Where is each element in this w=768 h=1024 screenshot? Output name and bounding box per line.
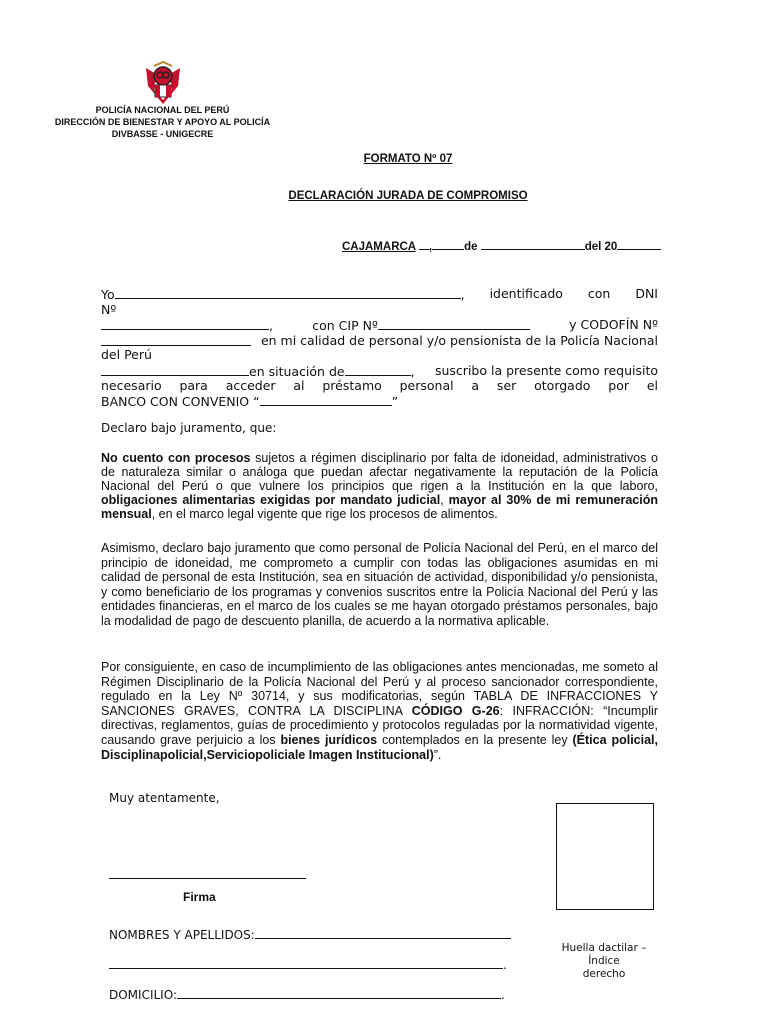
nombres-label: NOMBRES Y APELLIDOS: [109, 928, 255, 942]
situacion-field[interactable] [345, 364, 411, 376]
codofin-field[interactable] [101, 334, 251, 346]
label-con: con [587, 286, 611, 301]
dni-field[interactable] [101, 318, 269, 330]
fingerprint-caption [548, 942, 660, 981]
formato-number: FORMATO Nº 07 [363, 153, 453, 165]
banco-field[interactable] [260, 394, 392, 406]
text-run: , [440, 493, 449, 507]
institution-name: POLICÍA NACIONAL DEL PERÚ [95, 105, 230, 115]
name-field[interactable] [115, 287, 461, 299]
police-crest-icon [140, 60, 186, 106]
month-field[interactable] [481, 238, 585, 250]
label-no: Nº [101, 301, 117, 317]
text-bold: (Ética policial, Disciplinapolicial,Serviciopoliciale Imagen Institucional) [101, 732, 658, 762]
label-banco: BANCO CON CONVENIO “ [101, 393, 260, 409]
label-yo: Yo [101, 287, 115, 302]
domicilio-row [109, 987, 505, 1002]
paragraph-no-procesos [101, 451, 658, 521]
label-del: del 20 [584, 241, 618, 253]
firma-label: Firma [183, 890, 216, 904]
document-title: DECLARACIÓN JURADA DE COMPROMISO [288, 190, 528, 202]
label-suscribo: suscribo la presente como requisito [434, 362, 658, 378]
blank-line[interactable] [419, 238, 429, 250]
label-codofin: y CODOFÍN Nº [569, 317, 658, 332]
text-run: ”. [433, 747, 442, 762]
fingerprint-box[interactable] [556, 803, 654, 910]
text-bold: No cuento con procesos [101, 451, 251, 465]
closing-atentamente: Muy atentamente, [109, 791, 220, 805]
text-bold: mayor al 30% de mi remuneración mensual [101, 493, 658, 521]
label-dni: DNI [635, 286, 658, 301]
institution-division: DIVBASSE - UNIGECRE [111, 129, 214, 139]
fingerprint-caption-line: Índice [588, 955, 620, 967]
institution-direction: DIRECCIÓN DE BIENESTAR Y APOYO AL POLICÍA [54, 117, 271, 127]
cip-blank-field[interactable] [101, 364, 249, 376]
nombres-field-2[interactable] [109, 957, 503, 969]
cip-field[interactable] [378, 318, 530, 330]
domicilio-field[interactable] [177, 987, 501, 999]
label-de: de [464, 241, 478, 253]
text-run: : INFRACCIÓN: “Incumplir directivas, reglamentos, guías de procedimiento y protocolos reguladas por la normatividad vigente, causando grave perjuicio a los [101, 703, 658, 747]
text-run: Por consiguiente, en caso de incumplimiento de las obligaciones antes mencionadas, me someto al Régimen Disciplinario de la Policía Nacional del Perú y al proceso sancionador correspondiente, regulado en la Ley Nº 30714, y sus modificatorias, según TABLA DE INFRACCIONES Y SANCIONES GRAVES, CONTRA LA DISCIPLINA [101, 660, 658, 718]
label-del-peru: del Perú [101, 347, 152, 362]
identification-block: Yo , identificado con DNI Nº , con CIP Nº y CODOFÍN Nº en mi calidad de personal y/o pensionista de la Policía Nacional del Perú en situación de , suscribo la presente como requisito necesario para acceder al préstamo personal a ser otorgado por el BANCO CON CONVENIO “ ” [101, 286, 658, 409]
text-run: , en el marco legal vigente que rige los procesos de alimentos. [151, 507, 498, 521]
fingerprint-caption-line: derecho [582, 968, 626, 980]
label-identificado: identificado [489, 286, 563, 301]
label-cip: con CIP Nº [312, 318, 378, 333]
quote-close: ” [391, 393, 399, 409]
text-run: contemplados en la presente ley [377, 732, 573, 747]
day-field[interactable] [432, 238, 464, 250]
year-field[interactable] [617, 238, 661, 250]
signature-line[interactable] [109, 878, 306, 879]
text-bold: CÓDIGO G-26 [411, 703, 500, 718]
period: . [501, 988, 505, 1002]
fingerprint-caption-line: Huella dactilar – [561, 942, 647, 954]
nombres-field[interactable] [255, 927, 511, 939]
nombres-row [109, 927, 511, 942]
nombres-continuation-row [109, 957, 507, 972]
city: CAJAMARCA [342, 241, 416, 253]
text-run: sujetos a régimen disciplinario por falta de idoneidad, administrativos o de naturaleza similar o análoga que puedan afectar negativamente la reputación de la Policía Nacional del Perú o que vulnere los principios que rigen a la Institución en la que laboro, [101, 451, 658, 493]
label-calidad: en mi calidad de personal y/o pensionista de la Policía Nacional [260, 332, 658, 348]
text-bold: bienes jurídicos [280, 732, 378, 747]
paragraph-asimismo: Asimismo, declaro bajo juramento que como personal de Policía Nacional del Perú, en el marco del principio de idoneidad, me comprometo a cumplir con todas las obligaciones asumidas en mi calidad de personal de esta Institución, sea en situación de actividad, disponibilidad y/o pensionista, y como beneficiario de los programas y convenios suscritos entre la Policía Nacional del Perú y las entidades financieras, en el marco de los cuales se me hayan otorgado préstamos personales, bajo la modalidad de pago de descuento planilla, de acuerdo a la normativa aplicable. [101, 541, 658, 628]
domicilio-label: DOMICILIO: [109, 988, 177, 1002]
place-date-line: CAJAMARCA , de del 20 [342, 238, 661, 253]
paragraph-por-consiguiente [101, 660, 658, 762]
text-bold: obligaciones alimentarias exigidas por mandato judicial [101, 493, 441, 507]
declaro-heading: Declaro bajo juramento, que: [101, 421, 277, 435]
period: . [503, 958, 507, 972]
label-situacion: en situación de [249, 363, 345, 379]
label-necesario: necesario para acceder al préstamo personal a ser otorgado por el [101, 378, 658, 393]
